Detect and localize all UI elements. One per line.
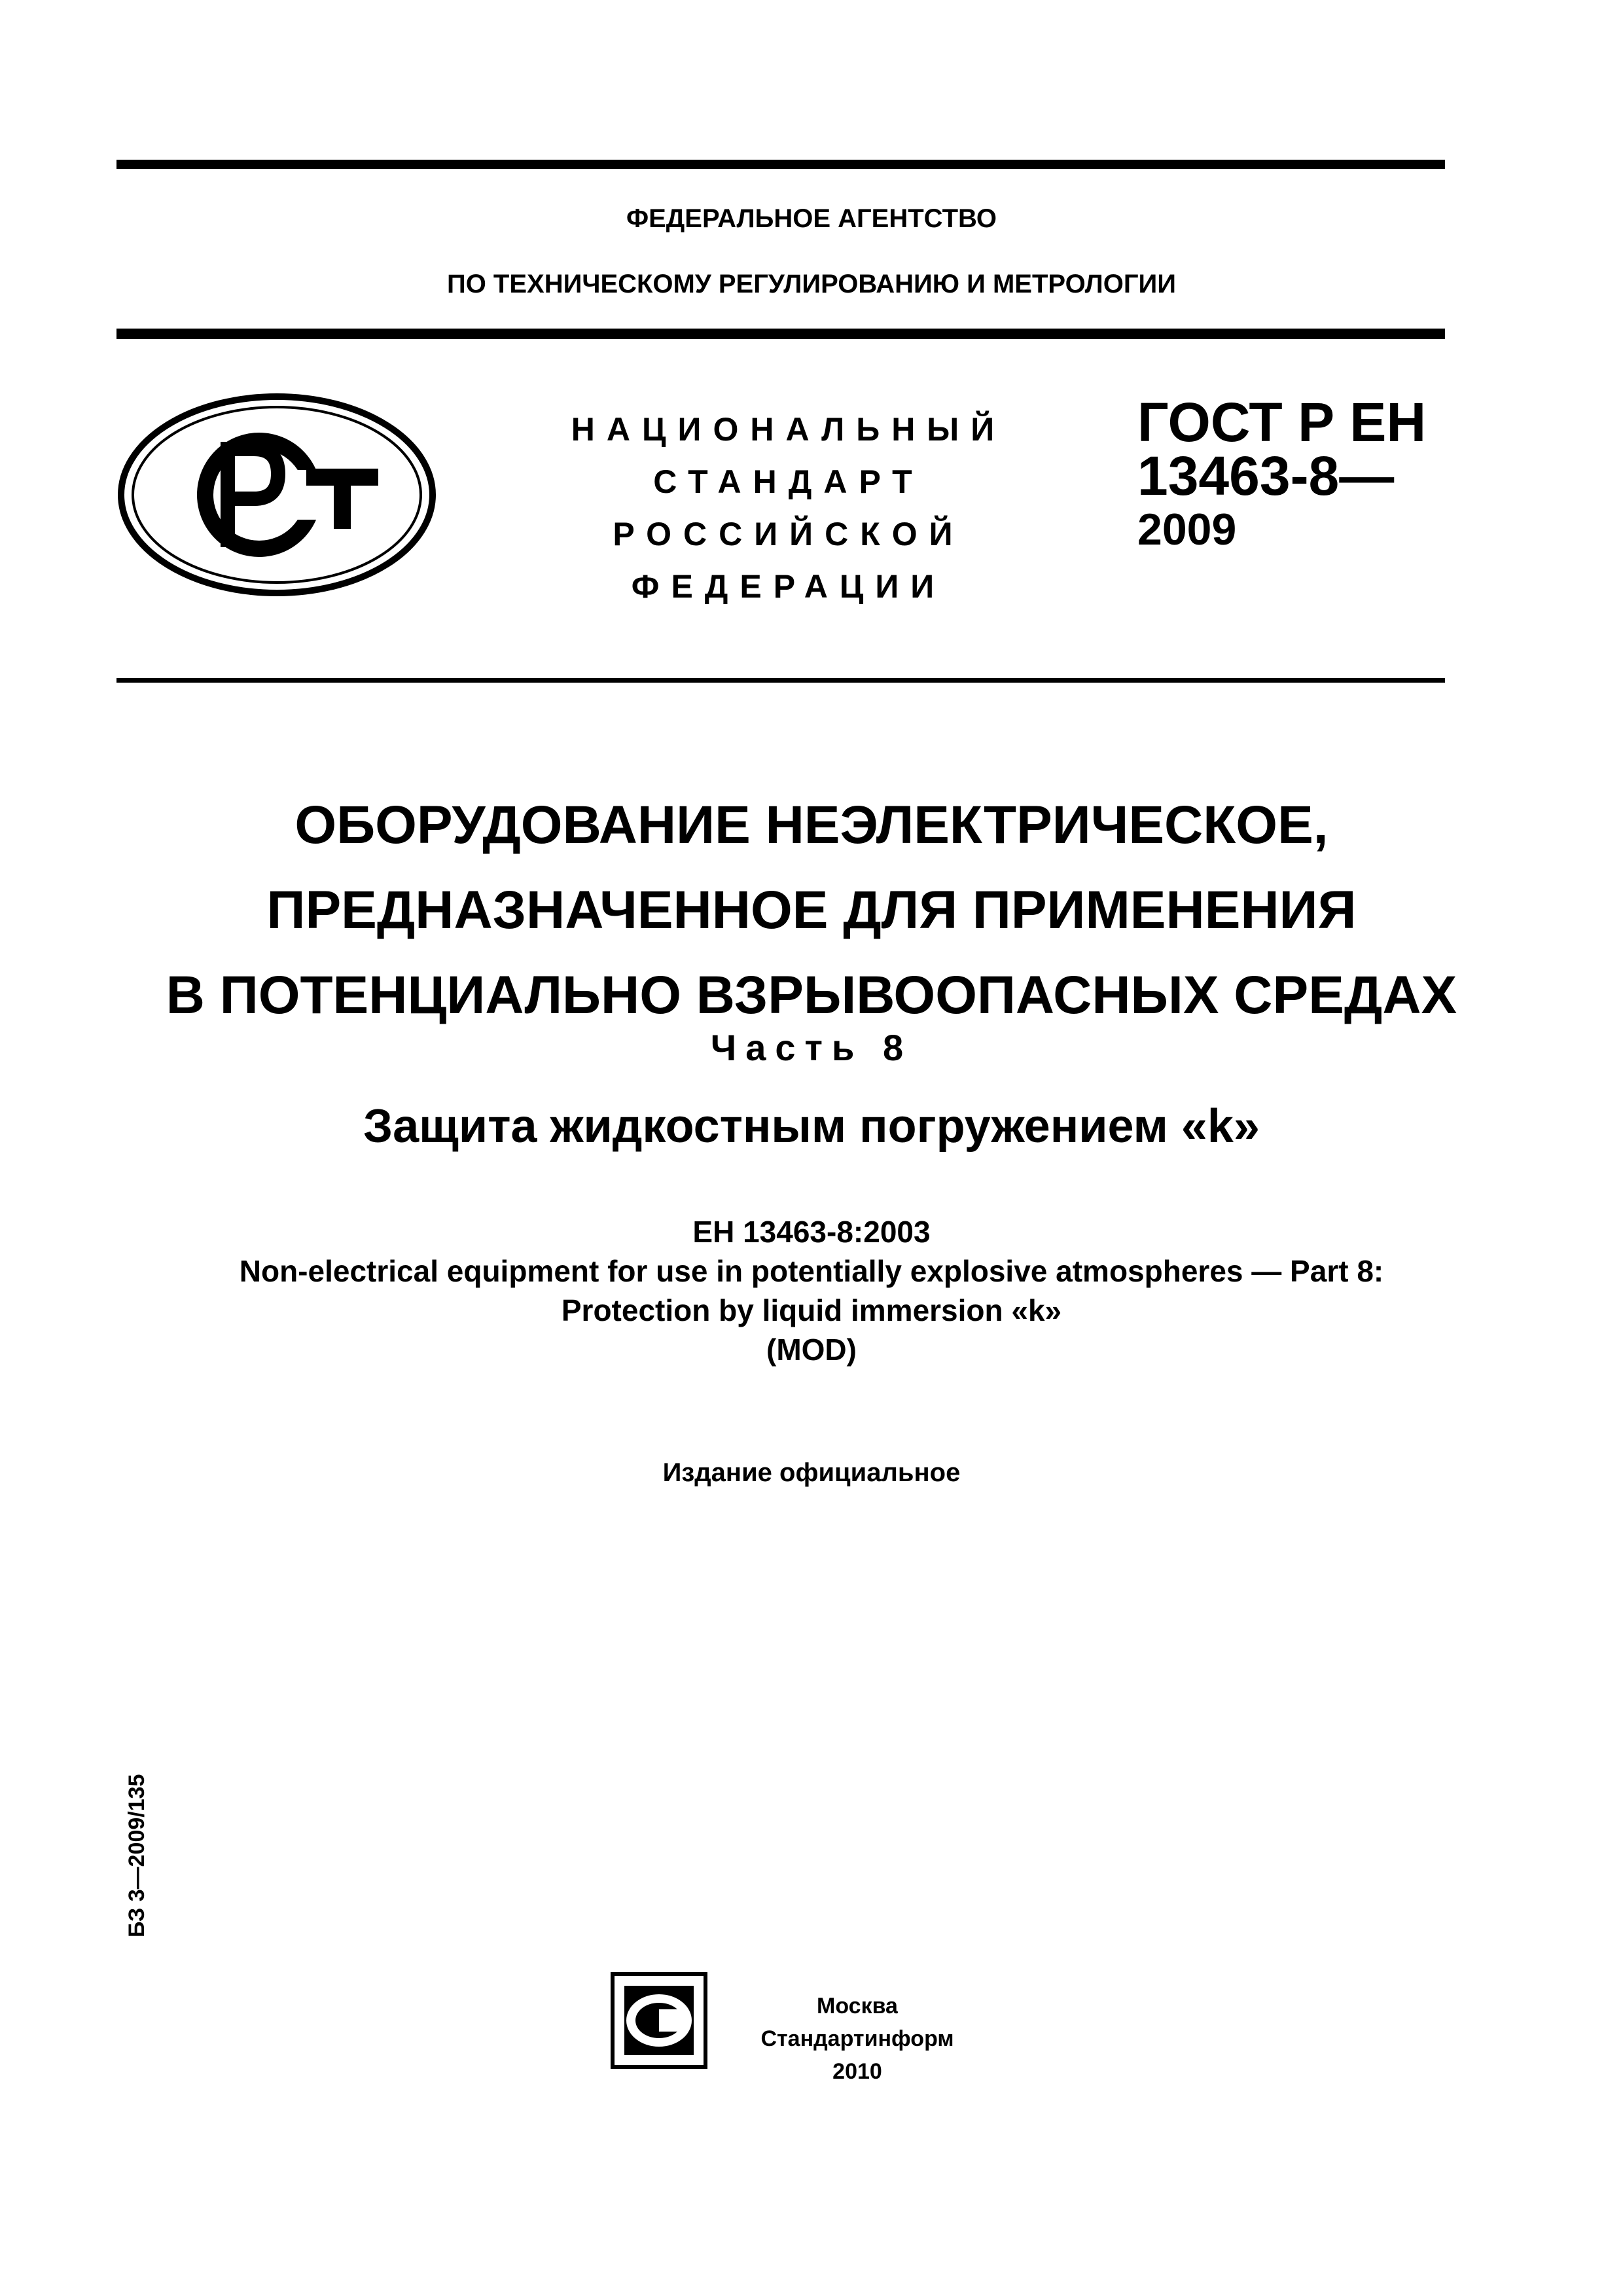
agency-line-2: ПО ТЕХНИЧЕСКОМУ РЕГУЛИРОВАНИЮ И МЕТРОЛОГИИ [446, 270, 1177, 298]
en-reference-line-2: Non-electrical equipment for use in potentially explosive atmospheres — Part 8: [239, 1254, 1384, 1288]
header-bottom-rule [116, 678, 1445, 683]
publisher-year: 2010 [832, 2059, 882, 2084]
agency-rule [116, 329, 1445, 339]
gost-r-logo-mark: РСТ [277, 586, 278, 587]
gost-number-line-2: 13463-8— [1137, 445, 1395, 507]
publisher-block [726, 1990, 988, 2088]
gost-number-line-1: ГОСТ Р ЕН [1137, 391, 1427, 453]
national-standard-line-3: РОССИЙСКОЙ [613, 516, 965, 552]
en-reference-line-1: ЕН 13463-8:2003 [692, 1215, 931, 1249]
title-line-2: ПРЕДНАЗНАЧЕННОЕ ДЛЯ ПРИМЕНЕНИЯ [266, 880, 1357, 940]
standartinform-logo [610, 1971, 708, 2070]
national-standard-line-1: НАЦИОНАЛЬНЫЙ [571, 411, 1007, 448]
agency-line-1: ФЕДЕРАЛЬНОЕ АГЕНТСТВО [626, 204, 997, 233]
subtitle: Защита жидкостным погружением «k» [363, 1100, 1260, 1153]
gost-number [1137, 391, 1427, 556]
en-reference-line-4: (MOD) [766, 1333, 857, 1367]
title-line-3: В ПОТЕНЦИАЛЬНО ВЗРЫВООПАСНЫХ СРЕДАХ [166, 965, 1457, 1025]
national-standard-line-4: ФЕДЕРАЦИИ [631, 568, 946, 605]
part-label: Часть 8 [710, 1027, 913, 1068]
national-standard-line-2: СТАНДАРТ [653, 463, 924, 500]
gost-number-line-3: 2009 [1137, 505, 1237, 554]
top-rule [116, 160, 1445, 169]
publisher-city: Москва [817, 1994, 898, 2018]
title-line-1: ОБОРУДОВАНИЕ НЕЭЛЕКТРИЧЕСКОЕ, [294, 795, 1329, 855]
en-reference-line-3: Protection by liquid immersion «k» [561, 1293, 1062, 1327]
gost-r-logo-p [216, 436, 288, 554]
edition-label: Издание официальное [662, 1458, 961, 1487]
publisher-name: Стандартинформ [760, 2026, 954, 2051]
catalog-code: БЗ 3—2009/135 [124, 1774, 149, 1937]
